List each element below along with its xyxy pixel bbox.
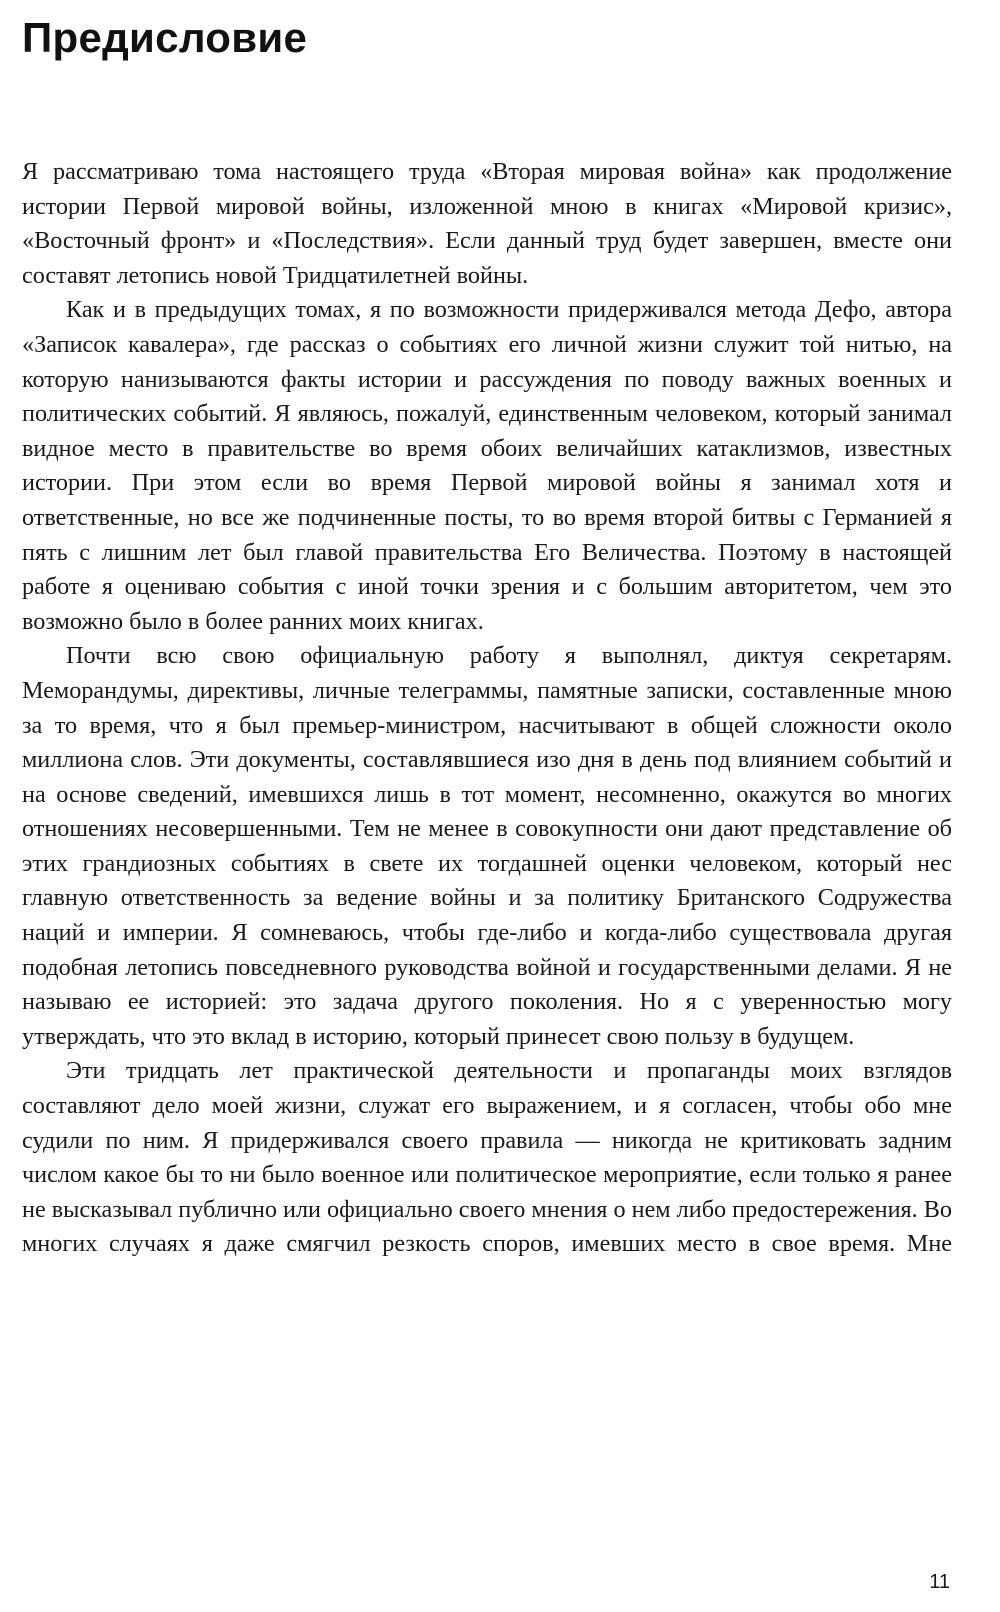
chapter-title: Предисловие xyxy=(22,14,308,61)
paragraph-3: Почти всю свою официальную работу я выполнял, диктуя секретарям. Меморандумы, директивы, личные телеграммы, памятные записки, составленные мною за то время, что я был премьер-министром, насчитывают в общей сложности около миллиона слов. Эти документы, составлявшиеся изо дня в день под влиянием событий и на основе сведений, имевшихся лишь в тот момент, несомненно, окажутся во многих отношениях несовершенными. Тем не менее в совокупности они дают представление об этих грандиозных событиях в свете их тогдашней оценки человеком, который нес главную ответственность за ведение войны и за политику Британского Содружества наций и империи. Я сомневаюсь, чтобы где-либо и когда-либо существовала другая подобная летопись повседневного руководства войной и государственными делами. Я не называю ее историей: это задача другого поколения. Но я с уверенностью могу утверждать, что это вклад в историю, который принесет свою пользу в будущем. xyxy=(22,642,952,1050)
paragraph-2: Как и в предыдущих томах, я по возможности придерживался метода Дефо, автора «Записок кавалера», где рассказ о событиях его личной жизни служит той нитью, на которую нанизываются факты истории и рассуждения по поводу важных военных и политических событий. Я являюсь, пожалуй, единственным человеком, который занимал видное место в правительстве во время обоих величайших катаклизмов, известных истории. При этом если во время Первой мировой войны я занимал хотя и ответственные, но все же подчиненные посты, то во время второй битвы с Германией я пять с лишним лет был главой правительства Его Величества. Поэтому в настоящей работе я оцениваю события с иной точки зрения и с большим авторитетом, чем это возможно было в более ранних моих книгах. xyxy=(22,296,952,635)
page-number: 11 xyxy=(929,1571,950,1593)
paragraph-1: Я рассматриваю тома настоящего труда «Вторая мировая война» как продолжение истории Первой мировой войны, изложенной мною в книгах «Мировой кризис», «Восточный фронт» и «Последствия». Если данный труд будет завершен, вместе они составят летопись новой Тридцатилетней войны. xyxy=(22,158,952,289)
paragraph-4: Эти тридцать лет практической деятельности и пропаганды моих взглядов составляют дело моей жизни, служат его выражением, и я согласен, чтобы обо мне судили по ним. Я придерживался своего правила — никогда не критиковать задним числом какое бы то ни было военное или политическое мероприятие, если только я ранее не высказывал публично или официально своего мнения о нем либо предостережения. Во многих случаях я даже смягчил резкость споров, имевших место в свое время. Мне xyxy=(22,1057,952,1258)
body-text xyxy=(22,155,952,1262)
